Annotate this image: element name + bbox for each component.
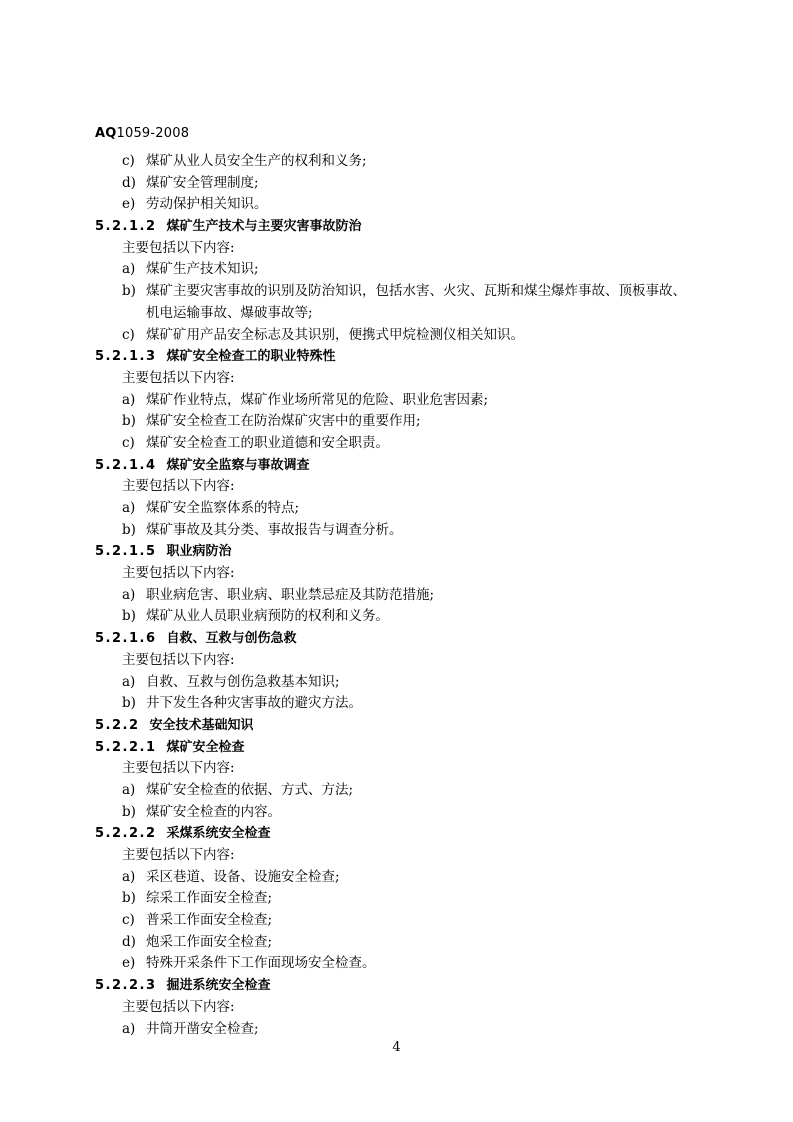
section-number: 5.2.2.1	[95, 739, 157, 755]
list-item	[0, 520, 793, 542]
section-heading	[0, 823, 793, 845]
list-item	[0, 606, 793, 628]
list-item-text: 煤矿安全监察体系的特点;	[146, 500, 300, 516]
list-item-text: 煤矿安全检查工在防治煤矿灾害中的重要作用;	[146, 413, 421, 430]
list-item-text: 煤矿矿用产品安全标志及其识别，便携式甲烷检测仪相关知识。	[146, 326, 524, 343]
list-item	[0, 1019, 793, 1041]
list-item	[0, 693, 793, 715]
list-item	[0, 932, 793, 954]
document-body	[0, 151, 793, 1040]
list-item-text: 井筒开凿安全检查;	[146, 1020, 259, 1037]
list-item-text: 劳动保护相关知识。	[146, 196, 268, 213]
list-item	[0, 802, 793, 824]
section-title: 职业病防治	[166, 544, 232, 560]
list-marker: a)	[122, 261, 136, 278]
list-item	[0, 259, 793, 281]
section-heading	[0, 737, 793, 759]
list-item	[0, 390, 793, 412]
list-item-text: 煤矿主要灾害事故的识别及防治知识，包括水害、火灾、瓦斯和煤尘爆炸事故、顶板事故、	[146, 283, 686, 300]
intro-text: 主要包括以下内容:	[122, 239, 235, 256]
list-item-text: 煤矿作业特点，煤矿作业场所常见的危险、职业危害因素;	[146, 391, 489, 408]
section-number: 5.2.2.3	[95, 978, 157, 994]
list-item	[0, 867, 793, 889]
list-marker: b)	[122, 608, 136, 625]
list-item-text: 特殊开采条件下工作面现场安全检查。	[146, 955, 376, 972]
section-title: 煤矿生产技术与主要灾害事故防治	[166, 219, 362, 235]
list-item	[0, 672, 793, 694]
list-item	[0, 498, 793, 520]
list-marker: b)	[122, 521, 136, 538]
section-heading	[0, 975, 793, 997]
section-heading	[0, 715, 793, 737]
list-item-text: 井下发生各种灾害事故的避灾方法。	[146, 695, 362, 712]
list-item	[0, 585, 793, 607]
section-title: 自救、互救与创伤急救	[166, 631, 297, 647]
intro-text: 主要包括以下内容:	[122, 847, 235, 863]
list-item-text: 自救、互救与创伤急救基本知识;	[146, 673, 340, 690]
list-item-text: 炮采工作面安全检查;	[146, 933, 273, 950]
intro-text: 主要包括以下内容:	[122, 478, 235, 495]
list-marker: a)	[122, 391, 136, 408]
list-marker: a)	[122, 868, 136, 885]
section-title: 煤矿安全检查	[166, 739, 245, 755]
section-title: 煤矿安全检查工的职业特殊性	[166, 349, 336, 365]
section-title: 掘进系统安全检查	[166, 978, 271, 994]
section-number: 5.2.1.5	[95, 544, 157, 560]
section-title: 安全技术基础知识	[149, 717, 254, 733]
section-title: 煤矿安全监察与事故调查	[166, 457, 310, 473]
list-item	[0, 151, 793, 173]
list-item-text: 煤矿事故及其分类、事故报告与调查分析。	[146, 521, 403, 538]
list-item	[0, 411, 793, 433]
section-heading	[0, 346, 793, 368]
section-number: 5.2.2	[95, 717, 140, 733]
list-marker: b)	[122, 803, 136, 820]
standard-code-number: 1059-2008	[116, 126, 190, 141]
list-item-continuation: 机电运输事故、爆破事故等;	[146, 304, 313, 321]
list-marker: c)	[122, 434, 135, 451]
list-marker: a)	[122, 781, 136, 798]
standard-code-prefix: AQ	[95, 126, 117, 141]
list-marker: a)	[122, 500, 136, 516]
list-item-text: 煤矿安全检查的依据、方式、方法;	[146, 781, 354, 798]
list-marker: a)	[122, 673, 136, 690]
section-number: 5.2.1.3	[95, 349, 157, 365]
section-title: 采煤系统安全检查	[166, 826, 271, 842]
list-item	[0, 433, 793, 455]
intro-text: 主要包括以下内容:	[122, 565, 235, 582]
section-number: 5.2.1.6	[95, 631, 157, 647]
section-number: 5.2.1.4	[95, 457, 157, 473]
intro-text: 主要包括以下内容:	[122, 760, 235, 777]
list-item-text: 煤矿安全检查工的职业道德和安全职责。	[146, 434, 389, 451]
list-item	[0, 910, 793, 932]
list-item	[0, 194, 793, 216]
list-item-text: 煤矿从业人员安全生产的权利和义务;	[146, 153, 367, 169]
list-marker: b)	[122, 890, 136, 907]
intro-text: 主要包括以下内容:	[122, 651, 235, 668]
section-heading	[0, 216, 793, 238]
list-marker: e)	[122, 196, 136, 213]
list-marker: b)	[122, 283, 136, 300]
list-marker: c)	[122, 326, 135, 343]
page-number: 4	[392, 1040, 401, 1055]
list-item	[0, 281, 793, 303]
section-number: 5.2.1.2	[95, 219, 157, 235]
list-item	[0, 888, 793, 910]
list-marker: a)	[122, 586, 136, 603]
intro-text: 主要包括以下内容:	[122, 369, 235, 386]
list-item-text: 普采工作面安全检查;	[146, 912, 273, 929]
standard-code	[95, 124, 189, 144]
list-item-text: 煤矿安全管理制度;	[146, 174, 259, 191]
list-marker: b)	[122, 695, 136, 712]
intro-text: 主要包括以下内容:	[122, 998, 235, 1015]
list-marker: c)	[122, 912, 135, 929]
list-item-text: 煤矿生产技术知识;	[146, 261, 259, 278]
list-item-text: 综采工作面安全检查;	[146, 890, 273, 907]
list-marker: d)	[122, 174, 136, 191]
list-marker: e)	[122, 955, 136, 972]
section-number: 5.2.2.2	[95, 826, 157, 842]
section-heading	[0, 628, 793, 650]
list-item	[0, 325, 793, 347]
list-item	[0, 173, 793, 195]
list-marker: a)	[122, 1020, 136, 1037]
list-item-text: 职业病危害、职业病、职业禁忌症及其防范措施;	[146, 586, 435, 603]
list-marker: c)	[122, 153, 135, 169]
list-marker: d)	[122, 933, 136, 950]
list-item-text: 煤矿安全检查的内容。	[146, 803, 281, 820]
list-item	[0, 953, 793, 975]
list-marker: b)	[122, 413, 136, 430]
section-heading	[0, 455, 793, 477]
list-item	[0, 780, 793, 802]
section-heading	[0, 541, 793, 563]
list-item-text: 煤矿从业人员职业病预防的权利和义务。	[146, 608, 389, 625]
list-item-text: 采区巷道、设备、设施安全检查;	[146, 868, 340, 885]
